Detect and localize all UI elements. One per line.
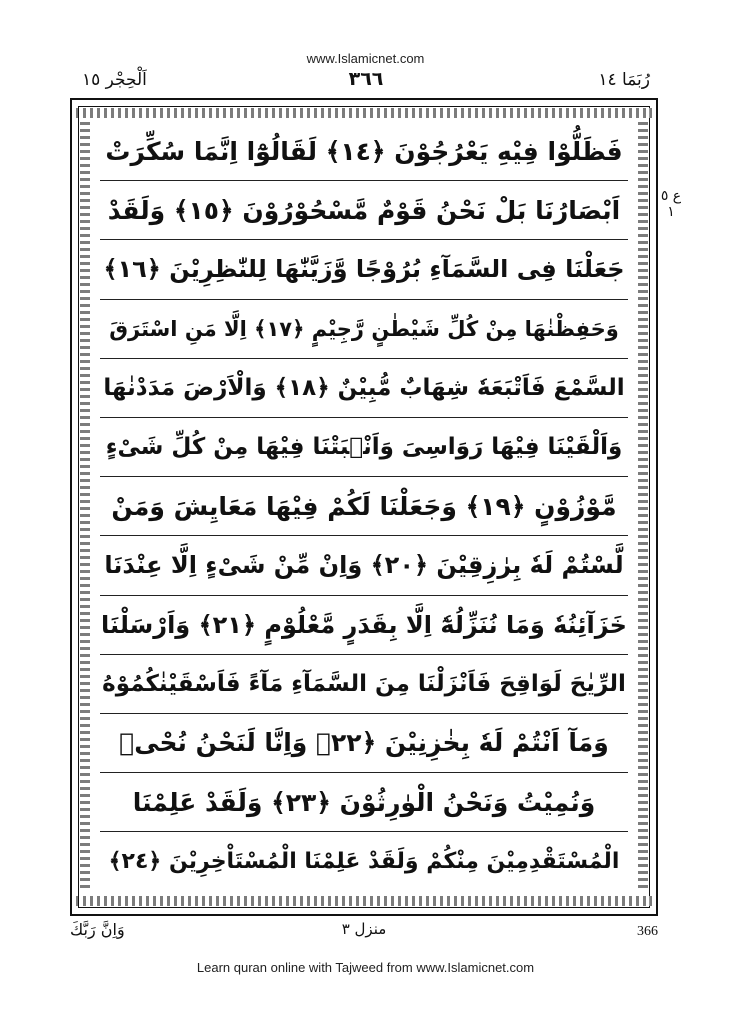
text-line: وَاَلْقَيْنَا فِيْهَا رَوَاسِىَ وَاَنْۢبَتْنَا فِيْهَا مِنْ كُلِّ شَىْءٍ — [100, 418, 628, 477]
text-line: مَّوْزُوْنٍ ﴿١٩﴾ وَجَعَلْنَا لَكُمْ فِيْهَا مَعَايِشَ وَمَنْ — [100, 477, 628, 536]
text-line: خَزَآئِنُهٗ وَمَا نُنَزِّلُهٗٓ اِلَّا بِقَدَرٍ مَّعْلُوْمٍ ﴿٢١﴾ وَاَرْسَلْنَا — [100, 596, 628, 655]
text-line: وَمَآ اَنْتُمْ لَهٗ بِخٰزِنِيْنَ ﴿٢٢﴾ وَاِنَّا لَنَحْنُ نُحْىٖ — [100, 714, 628, 773]
text-line: وَحَفِظْنٰهَا مِنْ كُلِّ شَيْطٰنٍ رَّجِيْمٍ ﴿١٧﴾ اِلَّا مَنِ اسْتَرَقَ — [100, 300, 628, 359]
page-header — [82, 68, 650, 96]
page-number-arabic: ٣٦٦ — [348, 68, 384, 90]
decorative-border-top — [76, 108, 652, 118]
surah-name: اَلْحِجْر ١٥ — [82, 70, 147, 90]
text-line: السَّمْعَ فَاَتْبَعَهٗ شِهَابٌ مُّبِيْنٌ ﴿١٨﴾ وَالْاَرْضَ مَدَدْنٰهَا — [100, 359, 628, 418]
juz-name: رُبَمَا ١٤ — [598, 70, 650, 90]
page-frame — [70, 98, 658, 916]
text-line: فَظَلُّوْا فِيْهِ يَعْرُجُوْنَ ﴿١٤﴾ لَقَالُوْٓا اِنَّمَا سُكِّرَتْ — [100, 122, 628, 181]
text-line: وَنُمِيْتُ وَنَحْنُ الْوٰرِثُوْنَ ﴿٢٣﴾ وَلَقَدْ عَلِمْنَا — [100, 773, 628, 832]
text-line: الرِّيٰحَ لَوَاقِحَ فَاَنْزَلْنَا مِنَ السَّمَآءِ مَآءً فَاَسْقَيْنٰكُمُوْهُ — [100, 655, 628, 714]
page-footer — [70, 920, 658, 946]
text-line: اَبْصَارُنَا بَلْ نَحْنُ قَوْمٌ مَّسْحُوْرُوْنَ ﴿١٥﴾ وَلَقَدْ — [100, 181, 628, 240]
catchword: وَاِنَّ رَبَّكَ — [70, 920, 125, 939]
manzil-label: منزل ٣ — [341, 920, 387, 938]
decorative-border-right — [638, 122, 648, 892]
decorative-border-left — [80, 122, 90, 892]
text-line: جَعَلْنَا فِى السَّمَآءِ بُرُوْجًا وَّزَيَّنّٰهَا لِلنّٰظِرِيْنَ ﴿١٦﴾ — [100, 240, 628, 299]
decorative-border-bottom — [76, 896, 652, 906]
site-url-top: www.Islamicnet.com — [306, 51, 425, 66]
page-number: 366 — [637, 924, 658, 939]
ruku-margin-mark: ع ٥ ١ — [660, 188, 682, 220]
text-line: لَّسْتُمْ لَهٗ بِرٰزِقِيْنَ ﴿٢٠﴾ وَاِنْ مِّنْ شَىْءٍ اِلَّا عِنْدَنَا — [100, 536, 628, 595]
site-url-bottom: Learn quran online with Tajweed from www.Islamicnet.com — [196, 960, 535, 975]
text-line: الْمُسْتَقْدِمِيْنَ مِنْكُمْ وَلَقَدْ عَلِمْنَا الْمُسْتَاْخِرِيْنَ ﴿٢٤﴾ — [108, 849, 620, 875]
text-lines — [100, 122, 628, 892]
